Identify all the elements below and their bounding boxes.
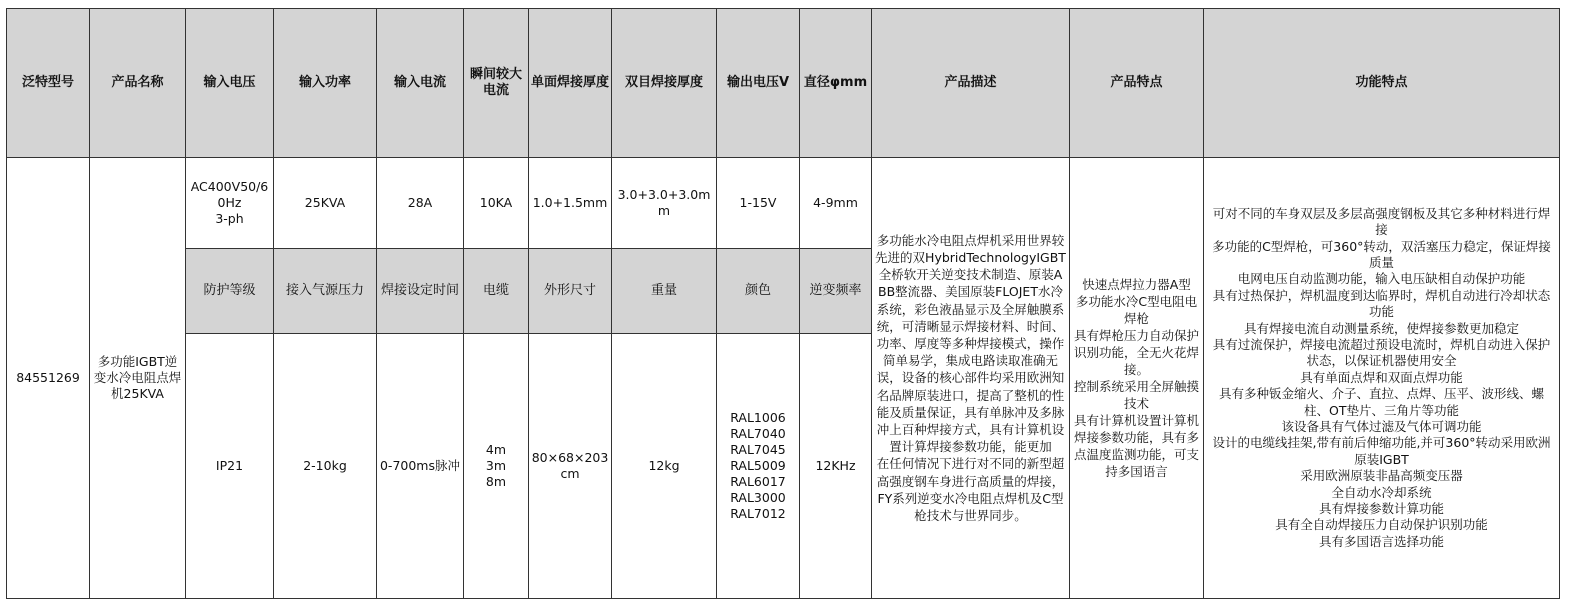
feature-item: 控制系统采用全屏触摸技术 bbox=[1073, 379, 1199, 411]
function-item: 设计的电缆线挂架,带有前后伸缩功能,并可360°转动采用欧洲原装IGBT bbox=[1212, 435, 1551, 467]
header-features: 产品特点 bbox=[1070, 9, 1204, 158]
dimensions-cell: 80×68×203cm bbox=[529, 334, 612, 599]
feature-item: 多功能水冷C型电阻电焊枪 bbox=[1075, 294, 1198, 326]
diameter-cell: 4-9mm bbox=[800, 158, 872, 249]
function-item: 具有单面点焊和双面点焊功能 bbox=[1300, 369, 1463, 385]
functions-cell bbox=[1204, 158, 1560, 599]
function-item: 具有全自动焊接压力自动保护识别功能 bbox=[1275, 517, 1488, 533]
peak-current-cell: 10KA bbox=[464, 158, 529, 249]
color-cell bbox=[717, 334, 800, 599]
function-item: 该设备具有气体过滤及气体可调功能 bbox=[1281, 419, 1482, 435]
double-thickness-cell: 3.0+3.0+3.0mm bbox=[612, 158, 717, 249]
function-item: 全自动水冷却系统 bbox=[1331, 484, 1432, 500]
header-output-voltage: 输出电压V bbox=[717, 9, 800, 158]
color-code: RAL6017 bbox=[730, 474, 786, 489]
function-item: 具有焊接电流自动测量系统，使焊接参数更加稳定 bbox=[1243, 320, 1519, 336]
cable-length: 4m bbox=[485, 442, 507, 457]
header-color: 颜色 bbox=[717, 249, 800, 334]
single-thickness-cell: 1.0+1.5mm bbox=[529, 158, 612, 249]
function-item: 多功能的C型焊枪，可360°转动，双活塞压力稳定，保证焊接质量 bbox=[1212, 238, 1551, 270]
header-functions: 功能特点 bbox=[1204, 9, 1560, 158]
input-voltage-line: 3-ph bbox=[215, 211, 244, 226]
model-cell: 84551269 bbox=[7, 158, 90, 599]
header-weight: 重量 bbox=[612, 249, 717, 334]
features-cell bbox=[1070, 158, 1204, 599]
function-item: 具有过热保护，焊机温度到达临界时，焊机自动进行冷却状态功能 bbox=[1212, 287, 1551, 320]
function-item: 具有多国语言选择功能 bbox=[1318, 533, 1444, 549]
header-description: 产品描述 bbox=[872, 9, 1070, 158]
input-voltage-cell bbox=[186, 158, 274, 249]
feature-item: 具有计算机设置计算机焊接参数功能，具有多点温度监测功能，可支持多国语言 bbox=[1073, 413, 1199, 479]
output-voltage-cell: 1-15V bbox=[717, 158, 800, 249]
header-input-current: 输入电流 bbox=[377, 9, 464, 158]
input-voltage-line: 0Hz bbox=[217, 195, 242, 210]
cable-cell bbox=[464, 334, 529, 599]
color-code: RAL3000 bbox=[730, 490, 786, 505]
color-code: RAL5009 bbox=[730, 458, 786, 473]
feature-item: 快速点焊拉力器A型 bbox=[1082, 277, 1191, 292]
header-weld-time: 焊接设定时间 bbox=[377, 249, 464, 334]
header-dimensions: 外形尺寸 bbox=[529, 249, 612, 334]
function-item: 具有多种钣金缩火、介子、直拉、点焊、压平、波形线、螺柱、OT垫片、三角片等功能 bbox=[1218, 386, 1544, 418]
header-product-name: 产品名称 bbox=[90, 9, 186, 158]
header-air-pressure: 接入气源压力 bbox=[274, 249, 377, 334]
description-cell: 多功能水冷电阻点焊机采用世界较先进的双HybridTechnologyIGBT全桥软开关逆变技术制造、原装ABB整流器、美国原装FLOJET水冷系统，彩色液晶显示及全屏触膜系统，可清晰显示焊接材料、时间、功率、厚度等多种焊接模式，操作简单易学，集成电路读取准确无误，设备的核心部件均采用欧洲知名品牌原装进口，提高了整机的性能及质量保证，具有单脉冲及多脉冲上百种焊接方式，具有计算机设置计算焊接参数功能，能更加 在任何情况下进行对不同的新型超高强度钢车身进行高质量的焊接，FY系列逆变水冷电阻点焊机及C型枪技术与世界同步。 bbox=[872, 158, 1070, 599]
header-row bbox=[7, 9, 1560, 158]
cable-length: 3m bbox=[485, 458, 507, 473]
color-code: RAL7045 bbox=[730, 442, 786, 457]
spec-row-1 bbox=[7, 158, 1560, 249]
header-double-thickness: 双目焊接厚度 bbox=[612, 9, 717, 158]
header-input-power: 输入功率 bbox=[274, 9, 377, 158]
color-code: RAL1006 bbox=[730, 410, 786, 425]
header-peak-current: 瞬间较大电流 bbox=[464, 9, 529, 158]
input-voltage-line: AC400V50/6 bbox=[190, 179, 269, 194]
header-cable: 电缆 bbox=[464, 249, 529, 334]
input-current-cell: 28A bbox=[377, 158, 464, 249]
header-single-thickness: 单面焊接厚度 bbox=[529, 9, 612, 158]
product-name-cell: 多功能IGBT逆变水冷电阻点焊机25KVA bbox=[90, 158, 186, 599]
header-model: 泛特型号 bbox=[7, 9, 90, 158]
header-protection: 防护等级 bbox=[186, 249, 274, 334]
function-item: 电网电压自动监测功能，输入电压缺相自动保护功能 bbox=[1237, 271, 1526, 287]
function-item: 可对不同的车身双层及多层高强度钢板及其它多种材料进行焊接 bbox=[1212, 205, 1551, 238]
frequency-cell: 12KHz bbox=[800, 334, 872, 599]
header-frequency: 逆变频率 bbox=[800, 249, 872, 334]
function-item: 采用欧洲原装非晶高频变压器 bbox=[1300, 468, 1463, 484]
cable-length: 8m bbox=[485, 474, 507, 489]
header-diameter: 直径φmm bbox=[800, 9, 872, 158]
header-input-voltage: 输入电压 bbox=[186, 9, 274, 158]
function-item: 具有过流保护，焊接电流超过预设电流时，焊机自动进入保护状态，以保证机器使用安全 bbox=[1212, 336, 1551, 369]
protection-cell: IP21 bbox=[186, 334, 274, 599]
color-code: RAL7040 bbox=[730, 426, 786, 441]
weight-cell: 12kg bbox=[612, 334, 717, 599]
color-code: RAL7012 bbox=[730, 506, 786, 521]
feature-item: 具有焊枪压力自动保护识别功能，全无火花焊接。 bbox=[1073, 328, 1199, 377]
weld-time-cell: 0-700ms脉冲 bbox=[377, 334, 464, 599]
input-power-cell: 25KVA bbox=[274, 158, 377, 249]
air-pressure-cell: 2-10kg bbox=[274, 334, 377, 599]
product-spec-table bbox=[6, 8, 1560, 599]
function-item: 具有焊接参数计算功能 bbox=[1318, 501, 1444, 517]
